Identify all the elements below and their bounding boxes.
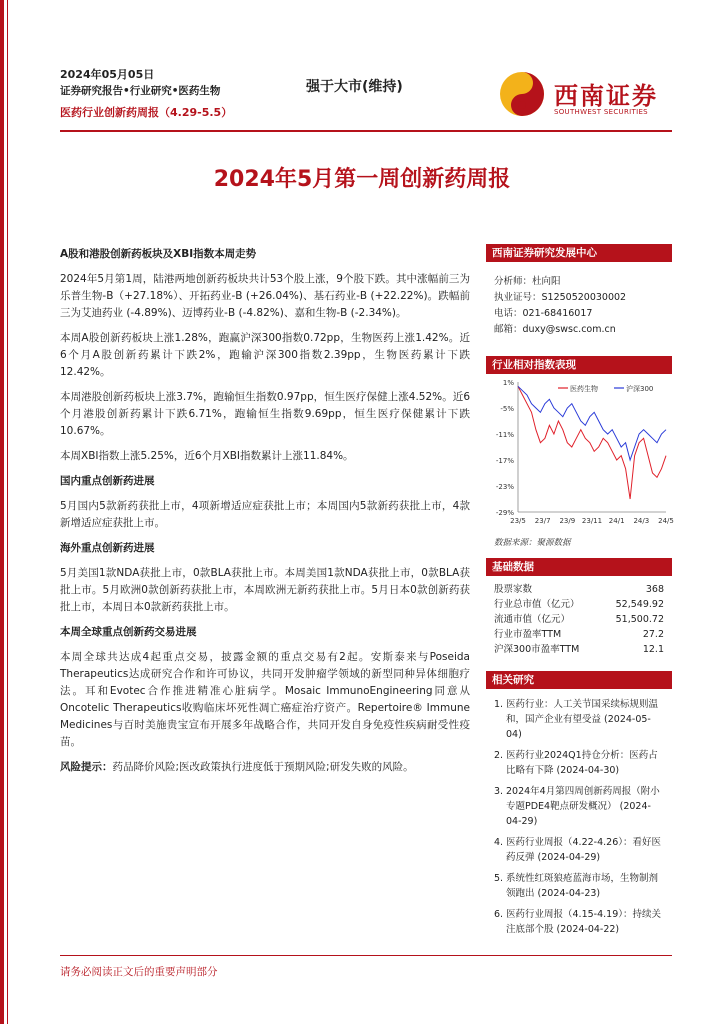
- related-item[interactable]: [494, 784, 664, 829]
- page-title: 2024年5月第一周创新药周报: [213, 167, 511, 192]
- related-num: 6.: [494, 909, 504, 920]
- logo-emblem-icon: [494, 66, 550, 122]
- paragraph: 本周XBI指数上涨5.25%，近6个月XBI指数累计上涨11.84%。: [60, 450, 354, 462]
- x-tick-label: 24/5: [658, 517, 674, 525]
- section-heading: 国内重点创新药进展: [60, 475, 155, 487]
- series-line-pharma: [518, 386, 666, 499]
- related-title: 医药行业2024Q1持仓分析：医药占比略有下降 (2024-04-30): [506, 750, 658, 776]
- legend-label: 沪深300: [626, 385, 654, 393]
- paragraph: 2024年5月第1周，陆港两地创新药板块共计53个股上涨，9个股下跌。其中涨幅前三为乐普生物-B（+27.18%）、开拓药业-B (+26.04%)、基石药业-B (+22.22%)。跌幅前三为艾迪药业 (-4.89%)、迈博药业-B (-4.82%)、嘉和生物-B (-2.34%)。: [60, 273, 470, 319]
- basic-data-row: [486, 642, 672, 657]
- risk-text: 药品降价风险;医改政策执行进度低于预期风险;研发失败的风险。: [112, 761, 414, 773]
- x-tick-label: 23/11: [581, 517, 603, 525]
- basic-key: 行业市盈率TTM: [494, 629, 562, 640]
- paragraph: 本周全球共达成4起重点交易，披露金额的重点交易有2起。安斯泰来与Poseida Therapeutics达成研究合作和许可协议，共同开发肿瘤学领域的新型同种异体细胞疗法。耳和Evotec合作推进精准心脏病学。Mosaic ImmunoEngineering同意从Oncotelic Therapeutics收购临床坏死性凋亡癌症治疗资产。Repertoire® Immune Medicines与百时美施贵宝宣布开展多年战略合作，共同开发自身免疫性疾病耐受性疫苗。: [60, 651, 470, 748]
- paragraph: 本周A股创新药板块上涨1.28%，跑赢沪深300指数0.72pp，生物医药上涨1.42%。近6个月A股创新药累计下跌2%，跑输沪深300指数2.39pp，生物医药累计下跌12.42%。: [60, 332, 470, 378]
- left-accent-line: [7, 0, 8, 1024]
- related-title: 医药行业周报（4.22-4.26）：看好医药反弹 (2024-04-29): [506, 837, 661, 863]
- basic-key: 沪深300市盈率TTM: [494, 644, 580, 655]
- y-tick-label: -11%: [495, 431, 514, 439]
- y-tick-label: 1%: [502, 379, 514, 387]
- risk-warning: [60, 759, 470, 776]
- left-accent-bar: [0, 0, 4, 1024]
- x-tick-label: 24/3: [633, 517, 650, 525]
- basic-value: 51,500.72: [615, 614, 664, 625]
- basic-data-header: 基础数据: [486, 558, 672, 576]
- related-title: 医药行业周报（4.15-4.19）：持续关注底部个股 (2024-04-22): [506, 909, 661, 935]
- related-num: 1.: [494, 699, 504, 710]
- basic-data-row: [486, 627, 672, 642]
- header-divider: [60, 130, 672, 132]
- related-title: 2024年4月第四周创新药周报（附小专题PDE4靶点研发概况） (2024-04-29): [506, 786, 660, 827]
- related-item[interactable]: [494, 748, 664, 778]
- related-research-list: [486, 689, 672, 937]
- y-tick-label: -23%: [495, 483, 514, 491]
- related-num: 5.: [494, 873, 504, 884]
- section-heading: 本周全球重点创新药交易进展: [60, 626, 197, 638]
- analyst-info: [486, 262, 672, 338]
- related-item[interactable]: [494, 835, 664, 865]
- section: [60, 473, 470, 532]
- rating: 强于大市(维持): [306, 79, 403, 95]
- related-research-header: 相关研究: [486, 671, 672, 689]
- paragraph: 5月美国1款NDA获批上市，0款BLA获批上市。本周美国1款NDA获批上市，0款BLA获批上市。5月欧洲0款创新药获批上市，本周欧洲无新药获批上市。5月日本0款创新药获批上市，本周日本0款新药获批上市。: [60, 567, 470, 613]
- footer-divider: [60, 955, 672, 956]
- legend-label: 医药生物: [570, 385, 598, 393]
- x-tick-label: 24/1: [608, 517, 625, 525]
- analyst-name: 分析师：杜向阳: [494, 276, 561, 287]
- paragraph: 5月国内5款新药获批上市，4项新增适应症获批上市；本周国内5款新药获批上市，4款新增适应症获批上市。: [60, 500, 470, 529]
- related-title: 系统性红斑狼疮蓝海市场，生物制剂领跑出 (2024-04-23): [506, 873, 659, 899]
- related-item[interactable]: [494, 907, 664, 937]
- basic-value: 52,549.92: [615, 599, 664, 610]
- y-tick-label: -29%: [495, 509, 514, 517]
- related-item[interactable]: [494, 697, 664, 742]
- risk-label: 风险提示：: [60, 761, 113, 773]
- basic-data-row: [486, 582, 672, 597]
- sidebar: [486, 244, 672, 943]
- basic-value: 27.2: [642, 629, 664, 640]
- analyst-license: 执业证号：S1250520030002: [494, 292, 627, 303]
- related-num: 2.: [494, 750, 504, 761]
- related-title: 医药行业：人工关节国采续标规则温和，国产企业有望受益 (2024-05-04): [506, 699, 659, 740]
- section: [60, 624, 470, 751]
- basic-value: 368: [645, 584, 664, 595]
- related-num: 4.: [494, 837, 504, 848]
- section: [60, 540, 470, 616]
- x-tick-label: 23/9: [559, 517, 576, 525]
- chart-source: 数据来源：聚源数据: [494, 538, 571, 548]
- company-logo: [494, 66, 674, 122]
- section-heading: A股和港股创新药板块及XBI指数本周走势: [60, 248, 257, 260]
- section: [60, 246, 470, 465]
- report-header: [60, 66, 670, 126]
- basic-value: 12.1: [642, 644, 664, 655]
- y-tick-label: -17%: [495, 457, 514, 465]
- main-content: [60, 246, 470, 776]
- related-num: 3.: [494, 786, 504, 797]
- analyst-phone: 电话：021-68416017: [494, 308, 593, 319]
- footer-disclaimer: 请务必阅读正文后的重要声明部分: [60, 966, 218, 978]
- report-subtitle: 医药行业创新药周报（4.29-5.5）: [60, 106, 233, 119]
- report-type: 证券研究报告•行业研究•医药生物: [60, 85, 221, 97]
- basic-data-row: [486, 597, 672, 612]
- report-date: 2024年05月05日: [60, 68, 155, 81]
- series-line-csi300: [518, 386, 666, 460]
- basic-key: 股票家数: [494, 584, 533, 595]
- related-item[interactable]: [494, 871, 664, 901]
- chart-header: 行业相对指数表现: [486, 356, 672, 374]
- basic-key: 行业总市值（亿元）: [494, 599, 580, 610]
- section-heading: 海外重点创新药进展: [60, 542, 155, 554]
- y-tick-label: -5%: [500, 405, 514, 413]
- basic-data-table: [486, 576, 672, 657]
- x-tick-label: 23/5: [510, 517, 526, 525]
- line-chart: [486, 374, 672, 534]
- logo-text-en: SOUTHWEST SECURITIES: [554, 108, 648, 116]
- x-tick-label: 23/7: [534, 517, 551, 525]
- basic-key: 流通市值（亿元）: [494, 614, 571, 625]
- research-center-header: 西南证券研究发展中心: [486, 244, 672, 262]
- analyst-email[interactable]: 邮箱：duxy@swsc.com.cn: [494, 324, 616, 335]
- logo-text-cn: 西南证券: [554, 81, 658, 110]
- basic-data-row: [486, 612, 672, 627]
- paragraph: 本周港股创新药板块上涨3.7%，跑输恒生指数0.97pp，恒生医疗保健上涨4.52%。近6个月港股创新药累计下跌6.71%，跑输恒生指数9.69pp，恒生医疗保健累计下跌10.67%。: [60, 391, 470, 437]
- index-chart: [486, 374, 672, 534]
